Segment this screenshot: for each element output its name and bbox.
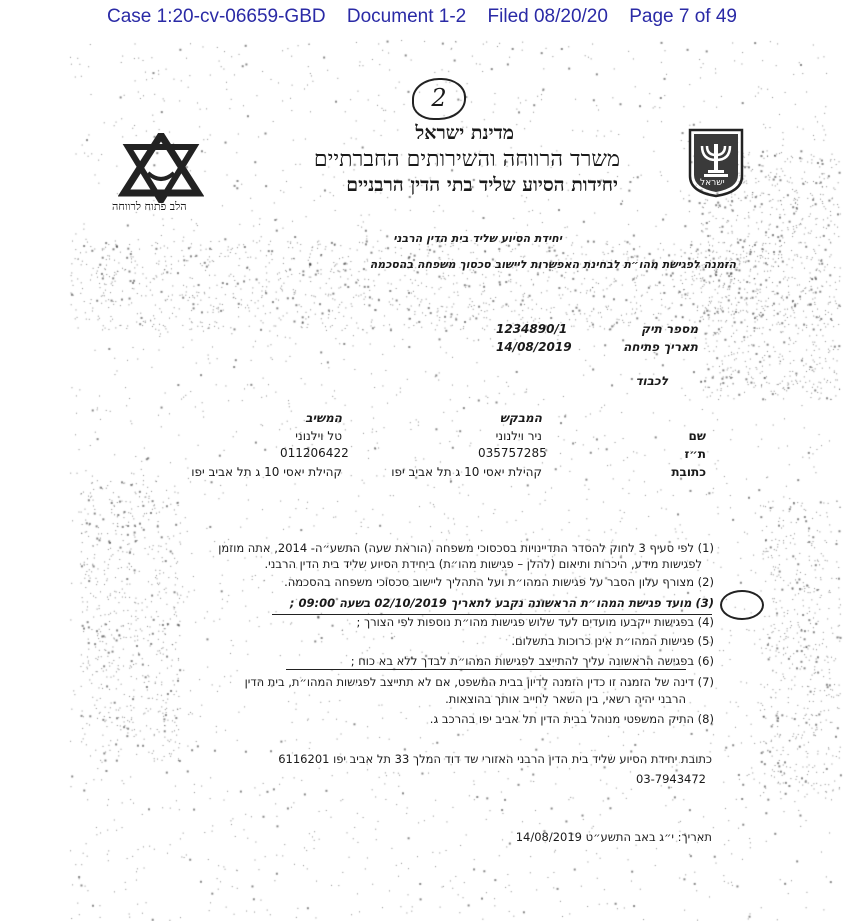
item-2: (2) מצורף עלון הסבר על פגישות המהו״ת ועל התהליך ליישוב סכסוכי משפחה בהסכמה. — [284, 575, 714, 589]
case-number: Case 1:20-cv-06659-GBD — [107, 6, 326, 27]
row-label-name: שם — [688, 429, 706, 443]
emblem-caption: ישראל — [700, 178, 725, 188]
invitation-title: הזמנה לפגישת מהו״ת לבחינת האפשרות ליישוב סכסוך משפחה בהסכמה — [369, 258, 736, 271]
item-4: (4) בפגישות ייקבעו מועדים לעד שלוש פגישות מהו״ת נוספות לפי הצורך ; — [356, 615, 714, 629]
applicant-address: קהילת יאסי 10 ג תל אביב יפו — [391, 465, 542, 479]
unit-address: כתובת יחידת הסיוע שליד בית הדין הרבני האזורי שד דוד המלך 33 תל אביב יפו 6116201 — [278, 752, 712, 766]
item-7-line-2: הרבני יהיה רשאי, בין השאר לחייב אותך בהוצאות. — [445, 692, 686, 706]
unit-phone: 03-7943472 — [636, 772, 706, 786]
subheading: יחידת הסיוע שליד בית הדין הרבני — [393, 232, 562, 245]
row-label-address: כתובת — [671, 465, 706, 479]
item-6: (6) בפגישה הראשונה עליך להתייצב לפגישות המהו״ת לבדך ללא בא כוח ; — [350, 654, 714, 668]
item-6-underline — [286, 669, 686, 670]
item-3: (3) מועד פגישת המהו״ת הראשונה נקבע לתאריך 02/10/2019 בשעה 09:00 ; — [289, 596, 714, 610]
respondent-address: קהילת יאסי 10 ג תל אביב יפו — [191, 465, 342, 479]
state-emblem-icon — [686, 126, 746, 198]
to-label: לכבוד — [635, 374, 668, 388]
applicant-header: המבקש — [499, 411, 542, 425]
item-1-line-1: (1) לפי סעיף 3 לחוק להסדר התדיינויות בסכסוכי משפחה (הוראת שעה) התשע״ה- 2014, אתה מוזמן — [218, 541, 714, 555]
applicant-name: ניר וילנוני — [495, 429, 542, 443]
item-8: (8) התיק המשפטי מנוהל בבית הדין תל אביב יפו בהרכב ג. — [429, 712, 714, 726]
respondent-name: טל וילנוני — [295, 429, 342, 443]
document-date: תאריך: י״ג באב התשע״ט 14/08/2019 — [515, 830, 712, 844]
ministry-name: משרד הרווחה והשירותים החברתיים — [313, 147, 620, 172]
state-name: מדינת ישראל — [415, 122, 514, 144]
unit-name: יחידות הסיוע שליד בתי הדין הרבניים — [346, 174, 618, 196]
applicant-id: 035757285 — [478, 446, 547, 460]
respondent-header: המשיב — [305, 411, 342, 425]
court-filing-header — [0, 6, 844, 28]
item-5: (5) פגישות המהו״ת אינן כרוכות בתשלום. — [511, 634, 714, 648]
file-number-value: 1234890/1 — [496, 322, 568, 336]
row-label-id: ת״ז — [684, 447, 706, 461]
file-opened-label: תאריך פתיחה — [623, 340, 698, 354]
respondent-id: 011206422 — [280, 446, 349, 460]
item-1-line-2: לפגישות מידע, היכרות ותיאום (להלן – פגישות מהו״ת) ביחידת הסיוע שליד בית הדין הרבני. — [264, 557, 702, 571]
handwritten-circle-mark — [720, 590, 764, 620]
filed-date: Filed 08/20/20 — [487, 6, 608, 27]
page-number: Page 7 of 49 — [629, 6, 737, 27]
welfare-ministry-logo-icon — [118, 133, 204, 203]
item-7-line-1: (7) דינה של הזמנה זו כדין הזמנה לדיון בבית המשפט, אם לא תתייצב לפגישות המהו״ת, בית הדין — [244, 675, 714, 689]
document-number: Document 1-2 — [346, 6, 467, 27]
file-number-label: מספר תיק — [641, 322, 698, 336]
logo-caption: הלב פתוח לרווחה — [112, 200, 187, 213]
handwritten-circled-number: 2 — [412, 78, 466, 120]
file-opened-value: 14/08/2019 — [496, 340, 572, 354]
